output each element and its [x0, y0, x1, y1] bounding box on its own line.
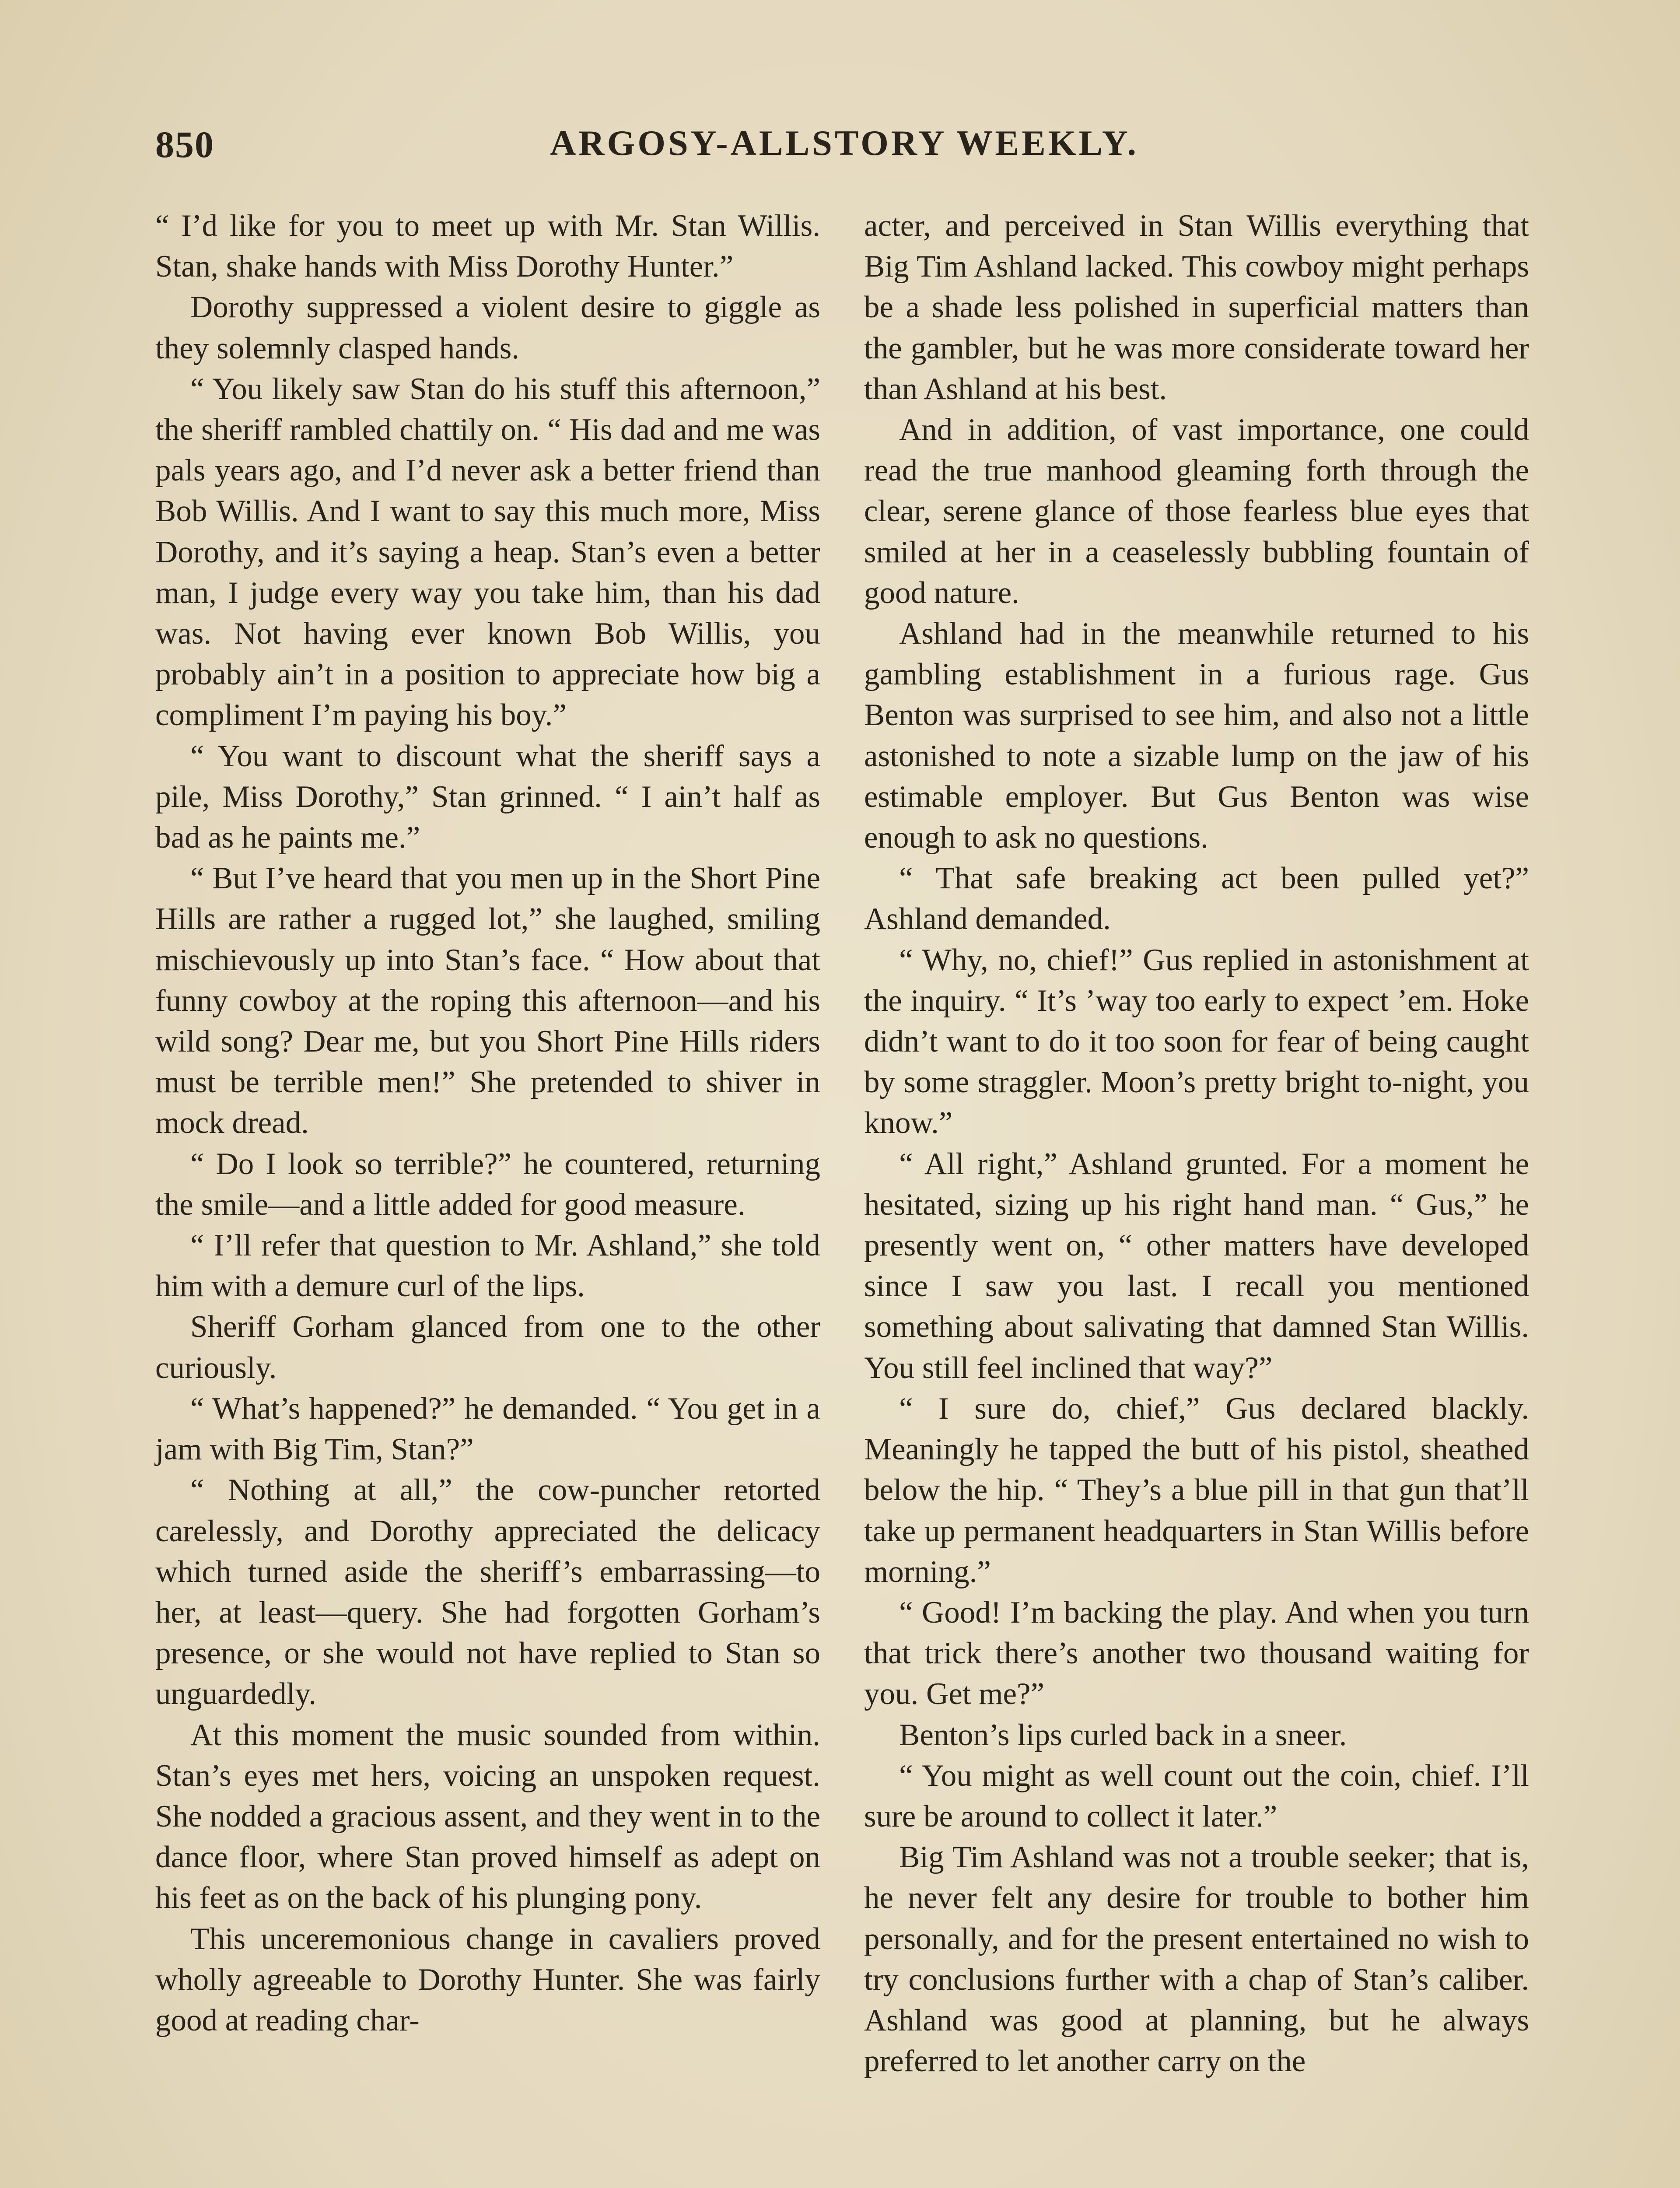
paragraph: Ashland had in the meanwhile returned to his gambling establishment in a furious rage. Gus Benton was surprised to see him, and also not a little astonished to note a sizable lump on the jaw of his estimable employer. But Gus Benton was wise enough to ask no questions. — [864, 617, 1529, 855]
right-column — [864, 206, 1529, 2082]
paragraph: At this moment the music sounded from within. Stan’s eyes met hers, voicing an unspoken request. She nodded a gracious assent, and they went in to the dance floor, where Stan proved himself as adept on his feet as on the back of his plunging pony. — [155, 1718, 820, 1915]
paragraph: “ I sure do, chief,” Gus declared blackly. Meaningly he tapped the butt of his pistol, sheathed below the hip. “ They’s a blue pill in that gun that’ll take up permanent headquarters in Stan Willis before morning.” — [864, 1391, 1529, 1589]
page-number: 850 — [155, 123, 214, 165]
paragraph: acter, and perceived in Stan Willis everything that Big Tim Ashland lacked. This cowboy might perhaps be a shade less polished in superficial matters than the gambler, but he was more considerate toward her than Ashland at his best. — [864, 209, 1529, 406]
paragraph: “ I’ll refer that question to Mr. Ashland,” she told him with a demure curl of the lips. — [155, 1228, 820, 1304]
paragraph: “ That safe breaking act been pulled yet?” Ashland demanded. — [864, 861, 1529, 936]
paragraph: And in addition, of vast importance, one could read the true manhood gleaming forth through the clear, serene glance of those fearless blue eyes that smiled at her in a ceaselessly bubbling fountain of good nature. — [864, 413, 1529, 610]
paragraph: “ All right,” Ashland grunted. For a moment he hesitated, sizing up his right hand man. “ Gus,” he presently went on, “ other matters have developed since I saw you last. I recall you mentioned something about salivating that damned Stan Willis. You still feel inclined that way?” — [864, 1147, 1529, 1385]
paragraph: Sheriff Gorham glanced from one to the other curiously. — [155, 1310, 820, 1385]
paragraph: “ You likely saw Stan do his stuff this afternoon,” the sheriff rambled chattily on. “ His dad and me was pals years ago, and I’d never ask a better friend than Bob Willis. And I want to say this much more, Miss Dorothy, and it’s saying a heap. Stan’s even a better man, I judge every way you take him, than his dad was. Not having ever known Bob Willis, you probably ain’t in a position to appreciate how big a compliment I’m paying his boy.” — [155, 372, 820, 733]
running-title: ARGOSY-ALLSTORY WEEKLY. — [550, 123, 1139, 163]
page-header — [155, 123, 1533, 179]
paragraph: Big Tim Ashland was not a trouble seeker; that is, he never felt any desire for trouble to bother him personally, and for the present entertained no wish to try conclusions further with a chap of Stan’s caliber. Ashland was good at planning, but he always preferred to let another carry on the — [864, 1840, 1529, 2079]
paragraph: “ Good! I’m backing the play. And when you turn that trick there’s another two thousand waiting for you. Get me?” — [864, 1595, 1529, 1711]
paragraph: This unceremonious change in cavaliers proved wholly agreeable to Dorothy Hunter. She was fairly good at reading char- — [155, 1922, 820, 2037]
paragraph: “ Do I look so terrible?” he countered, returning the smile—and a little added for good measure. — [155, 1147, 820, 1222]
left-column — [155, 206, 820, 2041]
paragraph: “ Why, no, chief!” Gus replied in astonishment at the inquiry. “ It’s ’way too early to expect ’em. Hoke didn’t want to do it too soon for fear of being caught by some straggler. Moon’s pretty bright to-night, you know.” — [864, 943, 1529, 1140]
paragraph: “ Nothing at all,” the cow-puncher retorted carelessly, and Dorothy appreciated the delicacy which turned aside the sheriff’s embarrassing—to her, at least—query. She had forgotten Gorham’s presence, or she would not have replied to Stan so unguardedly. — [155, 1473, 820, 1711]
paragraph: “ You want to discount what the sheriff says a pile, Miss Dorothy,” Stan grinned. “ I ain’t half as bad as he paints me.” — [155, 739, 820, 855]
paragraph: “ But I’ve heard that you men up in the Short Pine Hills are rather a rugged lot,” she laughed, smiling mischievously up into Stan’s face. “ How about that funny cowboy at the roping this afternoon—and his wild song? Dear me, but you Short Pine Hills riders must be terrible men!” She pretended to shiver in mock dread. — [155, 861, 820, 1140]
paragraph: Dorothy suppressed a violent desire to giggle as they solemnly clasped hands. — [155, 290, 820, 365]
paragraph: “ You might as well count out the coin, chief. I’ll sure be around to collect it later.” — [864, 1758, 1529, 1834]
paragraph: Benton’s lips curled back in a sneer. — [899, 1718, 1347, 1752]
paragraph: “ I’d like for you to meet up with Mr. Stan Willis. Stan, shake hands with Miss Dorothy Hunter.” — [155, 209, 820, 284]
paragraph: “ What’s happened?” he demanded. “ You get in a jam with Big Tim, Stan?” — [155, 1391, 820, 1467]
